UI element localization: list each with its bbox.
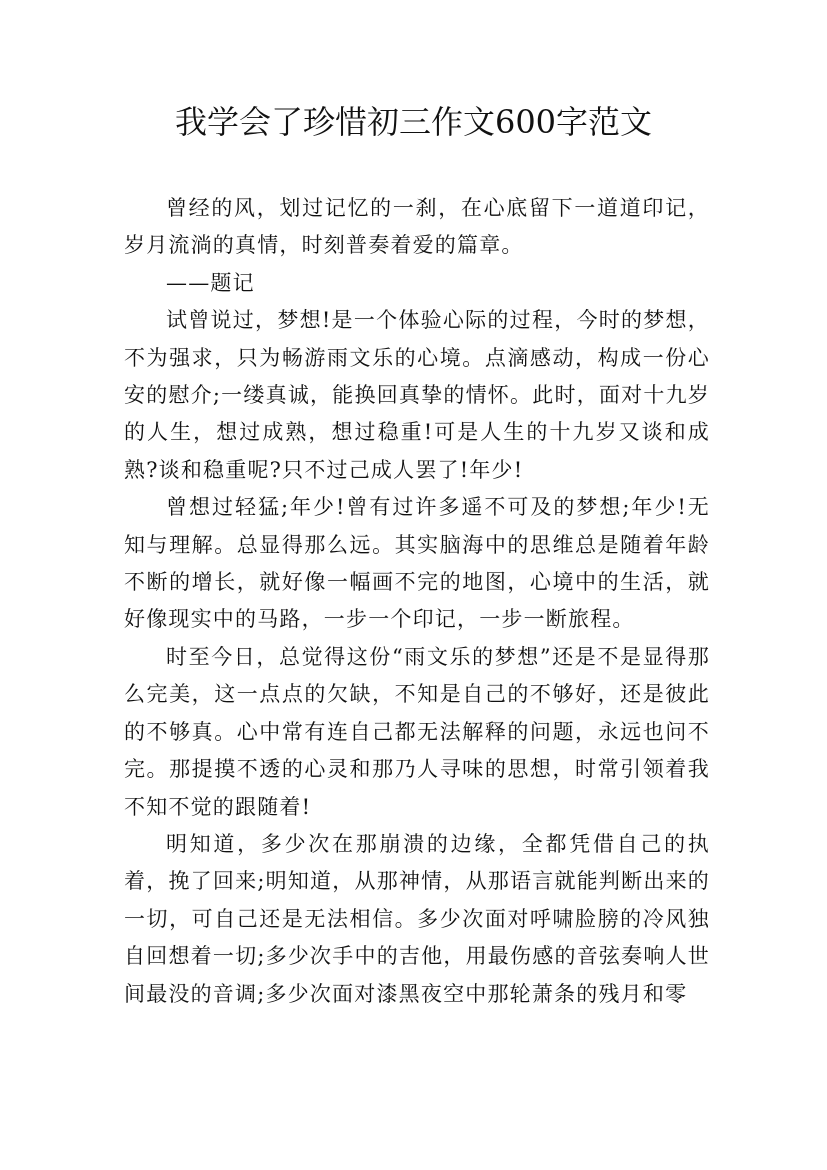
paragraph: 试曾说过，梦想!是一个体验心际的过程，今时的梦想，不为强求，只为畅游雨文乐的心境。点滴感动，构成一份心安的慰介;一缕真诚，能换回真挚的情怀。此时，面对十九岁的人生，想过成熟，想过稳重!可是人生的十九岁又谈和成熟?谈和稳重呢?只不过己成人罢了!年少! xyxy=(124,308,710,482)
paragraph-intro: 曾经的风，划过记忆的一刹，在心底留下一道道印记，岁月流淌的真情，时刻普奏着爱的篇章。 xyxy=(124,196,710,258)
page-title: 我学会了珍惜初三作文600字范文 xyxy=(174,103,653,141)
paragraph: 曾想过轻猛;年少!曾有过许多遥不可及的梦想;年少!无知与理解。总显得那么远。其实脑海中的思维总是随着年龄不断的增长，就好像一幅画不完的地图，心境中的生活，就好像现实中的马路，一步一个印记，一步一断旅程。 xyxy=(124,495,710,632)
paragraph: 明知道，多少次在那崩溃的边缘，全都凭借自己的执着，挽了回来;明知道，从那神情，从那语言就能判断出来的一切，可自己还是无法相信。多少次面对呼啸脸膀的冷风独自回想着一切;多少次手中的吉他，用最伤感的音弦奏响人世间最没的音调;多少次面对漆黑夜空中那轮萧条的残月和零 xyxy=(124,831,710,1006)
paragraph: 时至今日，总觉得这份“雨文乐的梦想”还是不是显得那么完美，这一点点的欠缺，不知是自己的不够好，还是彼此的不够真。心中常有连自己都无法解释的问题，永远也问不完。那提摸不透的心灵和那乃人寻味的思想，时常引领着我不知不觉的跟随着! xyxy=(124,644,710,819)
article-body xyxy=(124,190,710,1013)
paragraph-epigraph: ——题记 xyxy=(166,270,255,295)
